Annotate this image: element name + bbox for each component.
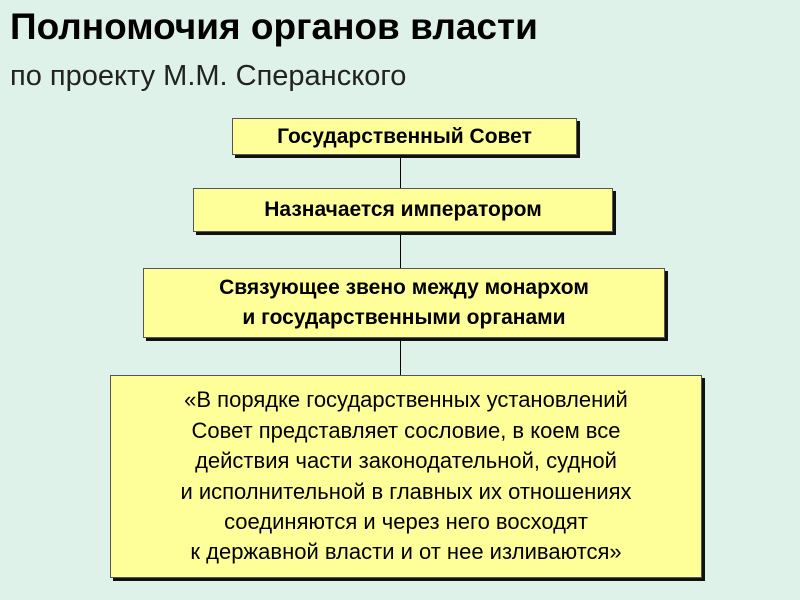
connector-line — [400, 232, 401, 268]
quote-line: «В порядке государственных установлений — [184, 387, 628, 413]
connector-line — [400, 338, 401, 375]
quote-line: Совет представляет сословие, в коем все — [191, 417, 621, 443]
quote-line: действия части законодательной, судной — [195, 448, 617, 474]
quote-line: к державной власти и от нее изливаются» — [190, 539, 622, 565]
quote-line: и исполнительной в главных их отношениях — [180, 478, 632, 504]
node-link — [143, 268, 665, 338]
page-title: Полномочия органов власти — [10, 6, 538, 47]
node-text-line: Связующее звено между монархом — [219, 275, 589, 299]
node-quote — [110, 375, 702, 578]
quote-line: соединяются и через него восходят — [224, 508, 588, 534]
node-text-line: и государственными органами — [242, 306, 566, 329]
node-state-council — [232, 118, 577, 155]
node-appointment — [193, 188, 613, 232]
connector-line — [400, 155, 401, 188]
node-text-line: Государственный Совет — [277, 124, 532, 148]
page-subtitle: по проекту М.М. Сперанского — [10, 60, 407, 92]
node-text-line: Назначается императором — [264, 198, 542, 221]
